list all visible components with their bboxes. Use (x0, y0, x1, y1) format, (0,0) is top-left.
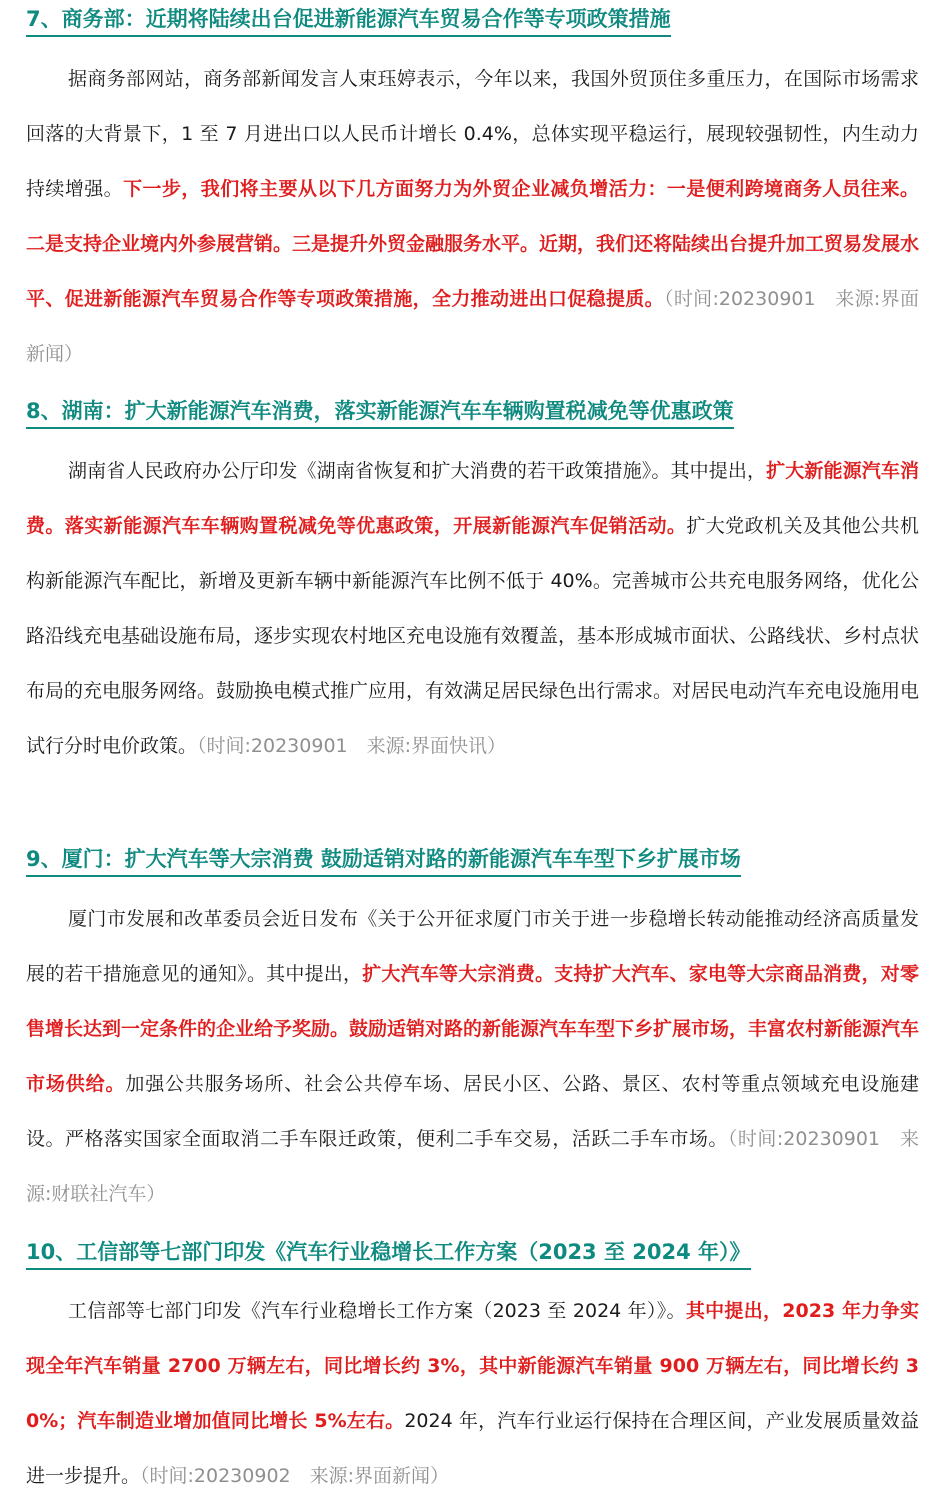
source-meta: （时间:20230902 来源:界面新闻） (140, 1465, 450, 1487)
news-heading: 8、湖南：扩大新能源汽车消费，落实新能源汽车车辆购置税减免等优惠政策 (26, 396, 734, 429)
news-heading: 9、厦门：扩大汽车等大宗消费 鼓励适销对路的新能源汽车车型下乡扩展市场 (26, 844, 741, 877)
news-body (26, 444, 919, 774)
news-body (26, 52, 919, 382)
body-text: 湖南省人民政府办公厅印发《湖南省恢复和扩大消费的若干政策措施》。其中提出， (68, 460, 767, 482)
highlighted-text: 其中提出，2023 年力争实现全年汽车销量 2700 万辆左右，同比增长约 3%，其中新能源汽车销量 900 万辆左右，同比增长约 30%；汽车制造业增加值同比增长 5%左右。 (26, 1300, 920, 1432)
body-text-continued: 2024 年，汽车行业运行保持在合理区间，产业发展质量效益进一步提升。 (26, 1410, 919, 1487)
body-text-continued: 扩大党政机关及其他公共机构新能源汽车配比，新增及更新车辆中新能源汽车比例不低于 40%。完善城市公共充电服务网络，优化公路沿线充电基础设施布局，逐步实现农村地区充电设施有效覆盖，基本形成城市面状、公路线状、乡村点状布局的充电服务网络。鼓励换电模式推广应用，有效满足居民绿色出行需求。对居民电动汽车充电设施用电试行分时电价政策。 (26, 515, 920, 757)
source-meta: （时间:20230901 来源:财联社汽车） (26, 1128, 919, 1205)
highlighted-text: 下一步，我们将主要从以下几方面努力为外贸企业减负增活力：一是便利跨境商务人员往来。二是支持企业境内外参展营销。三是提升外贸金融服务水平。近期，我们还将陆续出台提升加工贸易发展水平、促进新能源汽车贸易合作等专项政策措施，全力推动进出口促稳提质。 (26, 178, 920, 310)
highlighted-text: 扩大汽车等大宗消费。支持扩大汽车、家电等大宗商品消费，对零售增长达到一定条件的企业给予奖励。鼓励适销对路的新能源汽车车型下乡扩展市场，丰富农村新能源汽车市场供给。 (26, 963, 920, 1095)
body-text-continued: 加强公共服务场所、社会公共停车场、居民小区、公路、景区、农村等重点领域充电设施建设。严格落实国家全面取消二手车限迁政策，便利二手车交易，活跃二手车市场。 (26, 1073, 919, 1150)
news-body (26, 1284, 919, 1504)
body-text: 厦门市发展和改革委员会近日发布《关于公开征求厦门市关于进一步稳增长转动能推动经济高质量发展的若干措施意见的通知》。其中提出， (26, 908, 919, 985)
source-meta: （时间:20230901 来源:界面快讯） (197, 735, 507, 757)
news-body (26, 892, 919, 1222)
news-heading: 10、工信部等七部门印发《汽车行业稳增长工作方案（2023 至 2024 年）》 (26, 1237, 751, 1270)
highlighted-text: 扩大新能源汽车消费。落实新能源汽车车辆购置税减免等优惠政策，开展新能源汽车促销活动。 (26, 460, 919, 537)
body-text: 据商务部网站，商务部新闻发言人束珏婷表示，今年以来，我国外贸顶住多重压力，在国际市场需求回落的大背景下，1 至 7 月进出口以人民币计增长 0.4%，总体实现平稳运行，展现较强韧性，内生动力持续增强。 (26, 68, 919, 200)
source-meta: （时间:20230901 来源:界面新闻） (26, 288, 919, 365)
news-heading: 7、商务部：近期将陆续出台促进新能源汽车贸易合作等专项政策措施 (26, 4, 671, 37)
body-text: 工信部等七部门印发《汽车行业稳增长工作方案（2023 至 2024 年）》。 (68, 1300, 686, 1322)
